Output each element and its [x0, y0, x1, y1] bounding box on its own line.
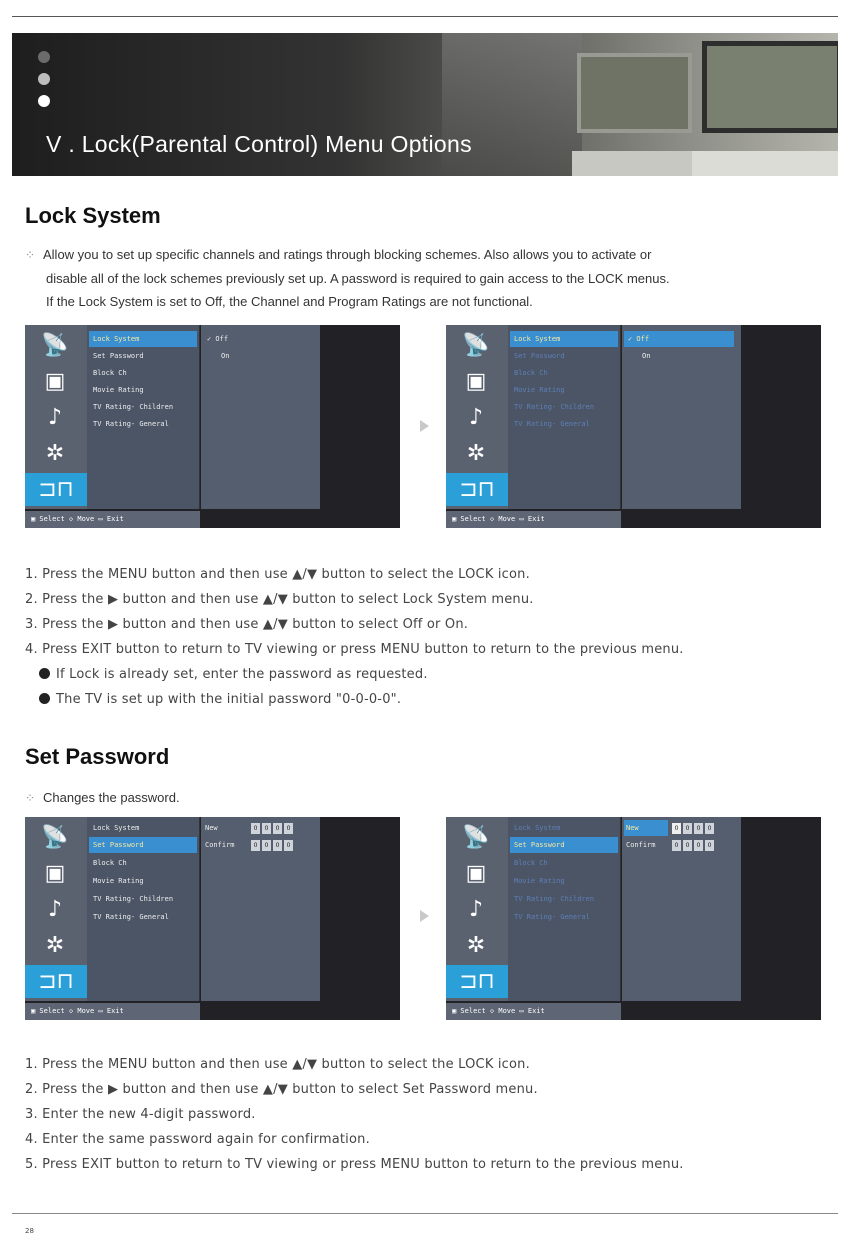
osd-footer: ▣ Select ◇ Move ▭ Exit: [25, 1003, 200, 1020]
osd-set-password-left: [25, 817, 400, 1020]
menu-item: Movie Rating: [93, 386, 144, 394]
osd-menu: [508, 817, 621, 1001]
picture-icon: ▣: [465, 369, 487, 394]
new-label: New: [624, 820, 668, 836]
setup-icon: ✲: [466, 441, 486, 466]
step: 5. Press EXIT button to return to TV viewing or press MENU button to return to the previous menu.: [25, 1157, 684, 1172]
confirm-password-digits: [672, 840, 714, 851]
digit-box: 0: [262, 823, 271, 834]
step: 1. Press the MENU button and then use ▲/▼ button to select the LOCK icon.: [25, 567, 530, 582]
osd-footer: ▣ Select ◇ Move ▭ Exit: [446, 511, 621, 528]
set-password-heading: Set Password: [25, 744, 170, 769]
sub-item: On: [221, 352, 230, 360]
digit-box: 0: [705, 823, 714, 834]
menu-item: Block Ch: [514, 369, 548, 377]
note-text: The TV is set up with the initial password "0-0-0-0".: [56, 692, 402, 707]
step: 2. Press the ▶ button and then use ▲/▼ button to select Lock System menu.: [25, 592, 534, 607]
step: 1. Press the MENU button and then use ▲/▼ button to select the LOCK icon.: [25, 1057, 530, 1072]
lock-system-intro: [25, 243, 825, 313]
intro-line-2: disable all of the lock schemes previously set up. A password is required to gain access to the LOCK menus.: [46, 271, 670, 286]
digit-box: 0: [694, 823, 703, 834]
intro-line-3: If the Lock System is set to Off, the Channel and Program Ratings are not functional.: [46, 294, 533, 309]
bottom-rule: [12, 1213, 838, 1214]
digit-box: 0: [672, 823, 681, 834]
menu-item: Movie Rating: [93, 877, 144, 885]
intro-line-1: Allow you to set up specific channels and ratings through blocking schemes. Also allows you to activate or: [43, 247, 652, 262]
sparkle-icon: ⁘: [25, 791, 36, 805]
menu-item: TV Rating- General: [514, 420, 590, 428]
osd-submenu: [201, 817, 320, 1001]
digit-box: 0: [694, 840, 703, 851]
osd-menu: [87, 325, 200, 509]
osd-lock-system-left: [25, 325, 400, 528]
menu-item: Block Ch: [93, 369, 127, 377]
menu-item: TV Rating- Children: [514, 895, 595, 903]
setup-icon: ✲: [45, 441, 65, 466]
banner-dot-3: [38, 95, 50, 107]
confirm-label: Confirm: [205, 841, 235, 849]
digit-box: 0: [672, 840, 681, 851]
page-number: 28: [25, 1227, 34, 1235]
new-password-digits: [251, 823, 293, 834]
menu-item: TV Rating- General: [93, 913, 169, 921]
menu-item: TV Rating- Children: [93, 403, 174, 411]
osd-submenu: [622, 817, 741, 1001]
satellite-icon: 📡: [41, 333, 69, 358]
sound-icon: ♪: [468, 897, 484, 922]
picture-icon: ▣: [44, 861, 66, 886]
digit-box: 0: [683, 840, 692, 851]
note-text: If Lock is already set, enter the password as requested.: [56, 667, 428, 682]
lock-system-steps: [25, 562, 684, 712]
tv-photo-2: [702, 41, 838, 133]
osd-icon-column: [446, 817, 508, 1001]
digit-box: 0: [284, 840, 293, 851]
digit-box: 0: [262, 840, 271, 851]
setup-icon: ✲: [466, 933, 486, 958]
note: [25, 662, 684, 687]
arrow-right-icon: [420, 420, 429, 432]
step: 3. Press the ▶ button and then use ▲/▼ button to select Off or On.: [25, 617, 469, 632]
sparkle-icon: ⁘: [25, 248, 36, 262]
set-password-steps: [25, 1052, 684, 1177]
tv-photo-1: [577, 53, 692, 133]
lock-system-heading: Lock System: [25, 203, 161, 228]
digit-box: 0: [273, 840, 282, 851]
lock-icon: ⊐⊓: [25, 473, 87, 506]
menu-item: Set Password: [510, 837, 618, 853]
setup-icon: ✲: [45, 933, 65, 958]
osd-footer: ▣ Select ◇ Move ▭ Exit: [446, 1003, 621, 1020]
osd-submenu: [622, 325, 741, 509]
menu-item: TV Rating- General: [93, 420, 169, 428]
menu-item: Set Password: [93, 352, 144, 360]
menu-item: Movie Rating: [514, 386, 565, 394]
sub-item: ✓ Off: [624, 331, 734, 347]
satellite-icon: 📡: [462, 333, 490, 358]
menu-item: Lock System: [89, 331, 197, 347]
osd-submenu: [201, 325, 320, 509]
digit-box: 0: [284, 823, 293, 834]
lock-icon: ⊐⊓: [446, 965, 508, 998]
section-banner: [12, 33, 838, 176]
menu-item: Lock System: [514, 824, 561, 832]
sound-icon: ♪: [47, 897, 63, 922]
note: [25, 687, 684, 712]
set-password-intro: [25, 786, 825, 810]
new-label: New: [205, 824, 218, 832]
sound-icon: ♪: [47, 405, 63, 430]
lock-icon: ⊐⊓: [25, 965, 87, 998]
top-rule: [12, 16, 838, 17]
confirm-password-digits: [251, 840, 293, 851]
digit-box: 0: [273, 823, 282, 834]
menu-item: Set Password: [89, 837, 197, 853]
osd-menu: [508, 325, 621, 509]
menu-item: Lock System: [510, 331, 618, 347]
confirm-label: Confirm: [626, 841, 656, 849]
step: 4. Enter the same password again for confirmation.: [25, 1132, 370, 1147]
sound-icon: ♪: [468, 405, 484, 430]
bullet-icon: [39, 693, 50, 704]
arrow-right-icon: [420, 910, 429, 922]
osd-icon-column: [25, 817, 87, 1001]
step: 2. Press the ▶ button and then use ▲/▼ button to select Set Password menu.: [25, 1082, 538, 1097]
intro-line: Changes the password.: [43, 790, 180, 805]
osd-menu: [87, 817, 200, 1001]
menu-item: Block Ch: [514, 859, 548, 867]
menu-item: Movie Rating: [514, 877, 565, 885]
banner-dot-1: [38, 51, 50, 63]
picture-icon: ▣: [44, 369, 66, 394]
step: 4. Press EXIT button to return to TV viewing or press MENU button to return to the previous menu.: [25, 642, 684, 657]
menu-item: TV Rating- Children: [514, 403, 595, 411]
banner-title: V . Lock(Parental Control) Menu Options: [46, 131, 472, 157]
menu-item: Set Password: [514, 352, 565, 360]
osd-icon-column: [25, 325, 87, 509]
osd-icon-column: [446, 325, 508, 509]
satellite-icon: 📡: [41, 825, 69, 850]
osd-lock-system-right: [446, 325, 821, 528]
menu-item: Block Ch: [93, 859, 127, 867]
banner-dot-2: [38, 73, 50, 85]
picture-icon: ▣: [465, 861, 487, 886]
step: 3. Enter the new 4-digit password.: [25, 1107, 256, 1122]
sub-item: On: [642, 352, 651, 360]
menu-item: Lock System: [93, 824, 140, 832]
new-password-digits: [672, 823, 714, 834]
menu-item: TV Rating- General: [514, 913, 590, 921]
osd-footer: ▣ Select ◇ Move ▭ Exit: [25, 511, 200, 528]
bullet-icon: [39, 668, 50, 679]
sub-item: ✓ Off: [207, 335, 229, 343]
digit-box: 0: [683, 823, 692, 834]
osd-set-password-right: [446, 817, 821, 1020]
lock-icon: ⊐⊓: [446, 473, 508, 506]
digit-box: 0: [705, 840, 714, 851]
menu-item: TV Rating- Children: [93, 895, 174, 903]
digit-box: 0: [251, 840, 260, 851]
digit-box: 0: [251, 823, 260, 834]
satellite-icon: 📡: [462, 825, 490, 850]
